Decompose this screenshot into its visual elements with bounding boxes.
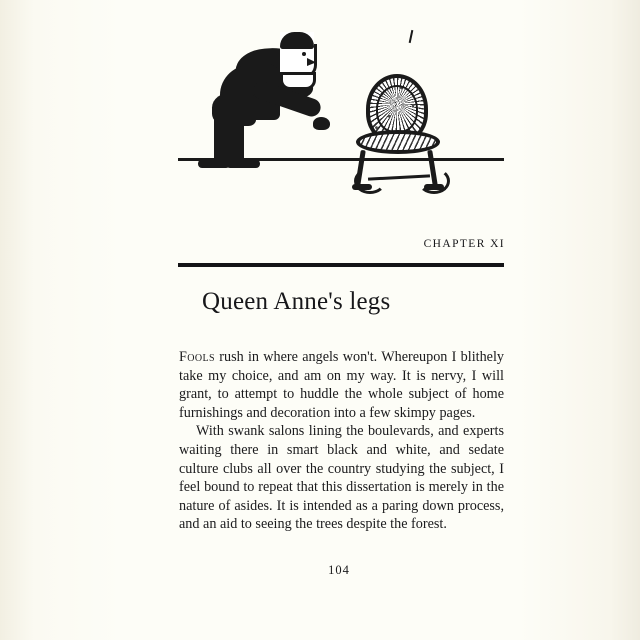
page-number: 104 bbox=[328, 563, 350, 577]
page-content bbox=[176, 0, 506, 640]
illustration bbox=[176, 0, 506, 205]
man-eye bbox=[302, 52, 306, 56]
paragraph-1-text: rush in where angels won't. Whereupon I blithely take my choice, and am on my way. It is nervy, I will grant, to attempt to huddle the whole subject of home furnishings and decoration into a few skimpy pages. bbox=[179, 349, 504, 421]
chapter-label: CHAPTER XI bbox=[423, 238, 505, 250]
man-collar bbox=[280, 72, 316, 90]
chair-foot-left bbox=[352, 184, 372, 190]
chair-scroll-right bbox=[418, 168, 450, 194]
floor-line bbox=[178, 158, 504, 161]
chapter-title: Queen Anne's legs bbox=[202, 288, 391, 315]
decorative-tick-mark bbox=[409, 30, 414, 43]
body-text bbox=[179, 348, 504, 534]
paragraph-1 bbox=[179, 348, 504, 422]
chair-scroll-left bbox=[354, 168, 386, 194]
man-hair bbox=[280, 32, 314, 49]
horizontal-rule bbox=[178, 263, 504, 267]
paragraph-1-lead-word: Fools bbox=[179, 349, 216, 365]
man-hand bbox=[313, 117, 330, 130]
chair-backrest-inner-frame bbox=[376, 85, 418, 133]
chair-foot-right bbox=[424, 184, 444, 190]
paragraph-2: With swank salons lining the boulevards, and experts waiting there in smart black and white, and sedate culture clubs all over the country studying the subject, I feel bound to repeat that this dissertation is merely in the nature of asides. It is intended as a paring down process, and an aid to seeing the trees despite the forest. bbox=[179, 423, 504, 533]
